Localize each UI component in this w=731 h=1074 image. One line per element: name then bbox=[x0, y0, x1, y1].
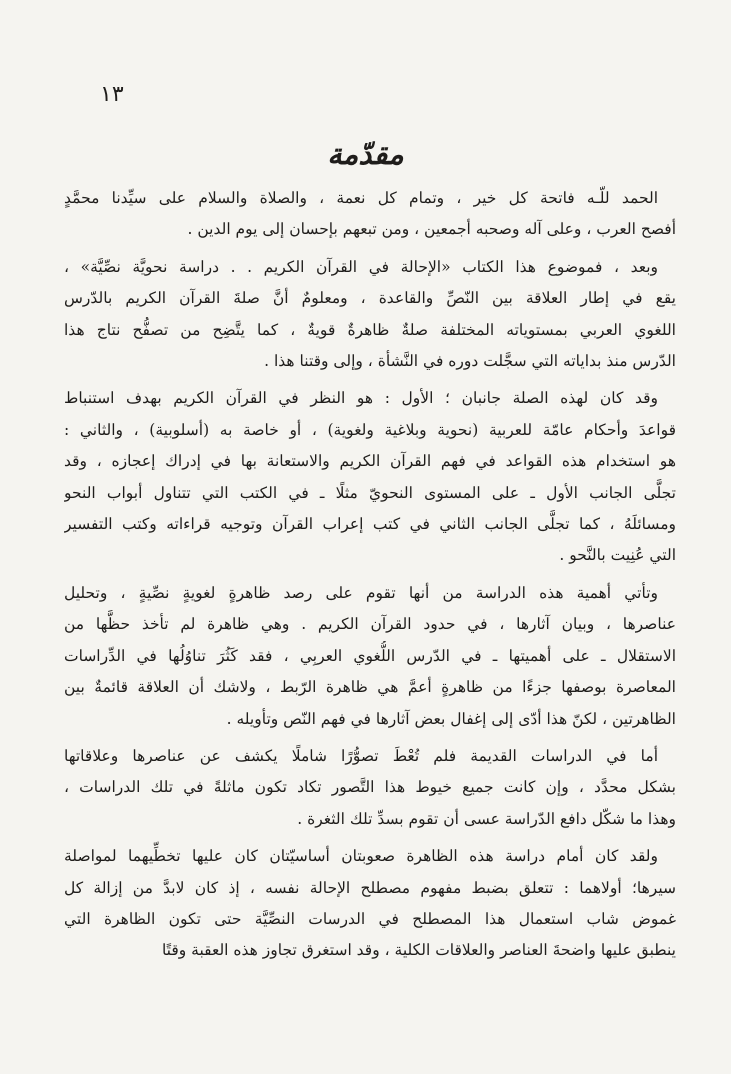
text-line: أما في الدراسات القديمة فلم تُعْطَ تصوُّرًا شاملًا يكشف عن عناصرها وعلاقاتها bbox=[64, 746, 658, 765]
text-line: الاستقلال ـ على أهميتها ـ في الدّرس اللُّغوي العربِي ، فقد كَثُرَ تناوُلُها في الدِّراسات bbox=[64, 646, 676, 665]
paragraph bbox=[64, 183, 676, 246]
text-line: وبعد ، فموضوع هذا الكتاب «الإحالة في القرآن الكريم . . دراسة نحويَّة نصِّيَّة» ، bbox=[64, 257, 658, 276]
text-line: عناصرها ، وبيان آثارها ، في حدود القرآن الكريم . وهي ظاهرة لم تأخذ حظَّها من bbox=[64, 615, 676, 634]
paragraph bbox=[64, 578, 676, 735]
text-line: يقع في إطار العلاقة بين النّصِّ والقاعدة ، ومعلومٌ أنَّ صلةَ القرآن الكريم بالدّرس bbox=[64, 289, 676, 308]
text-line: ولقد كان أمام دراسة هذه الظاهرة صعوبتان أساسيّتان كان عليها تخطِّيهما لمواصلة bbox=[64, 847, 658, 866]
text-line: ومسائلَهُ ، كما تجلَّى الجانب الثاني في كتب إعراب القرآن وتوجيه قراءاته وكتب التفسير bbox=[64, 515, 676, 534]
body-text bbox=[64, 183, 676, 973]
page-number: ١٣ bbox=[100, 82, 124, 107]
text-line: المعاصرة بوصفها جزءًا من ظاهرةٍ أعمَّ هي ظاهرة الرّبط ، ولاشك أن العلاقة قائمةٌ بين bbox=[64, 678, 676, 697]
text-line: وتأتي أهمية هذه الدراسة من أنها تقوم على رصد ظاهرةٍ لغويةٍ نصِّيةٍ ، وتحليل bbox=[64, 583, 658, 602]
text-line: الظاهرتين ، لكنّ هذا أدّى إلى إغفال بعض آثارها في فهم النّص وتأويله . bbox=[226, 709, 676, 728]
text-line: غموض شاب استعمال هذا المصطلح في الدرسات النصِّيَّة حتى تكون الظاهرة التي bbox=[64, 909, 676, 928]
paragraph bbox=[64, 252, 676, 378]
text-line: وقد كان لهذه الصلة جانبان ؛ الأول : هو النظر في القرآن الكريم بهدف استنباط bbox=[64, 389, 658, 408]
text-line: اللغوي العربي بمستوياته المختلفة صلةٌ ظاهرةٌ قويةٌ ، كما يتَّضِح من تصفُّح نتاج هذا bbox=[64, 320, 676, 339]
text-line: قواعدَ وأحكام عامّة للعربية (نحوية وبلاغية ولغوية) ، أو خاصة به (أسلوبية) ، والثاني : bbox=[64, 420, 676, 439]
text-line: وهذا ما شكّل دافع الدّراسة عسى أن تقوم بسدِّ تلك الثغرة . bbox=[297, 809, 676, 828]
text-line: هو استخدام هذه القواعد في فهم القرآن الكريم والاستعانة بها في إدراك إعجازه ، وقد bbox=[64, 452, 676, 471]
text-line: التي عُنِيت بالنَّحو . bbox=[559, 546, 676, 565]
text-line: سيرها؛ أولاهما : تتعلق بضبط مفهوم مصطلح الإحالة نفسه ، إذ كان لابدَّ من إزالة كل bbox=[64, 878, 676, 897]
text-line: تجلَّى الجانب الأول ـ على المستوى النحويّ مثلًا ـ في الكتب التي تتناول أبواب النحو bbox=[64, 483, 676, 502]
text-line: ينطبق عليها واضحةَ العناصر والعلاقات الكلية ، وقد استغرق تجاوز هذه العقبة وقتًا bbox=[161, 941, 676, 960]
text-line: الحمد للّـه فاتحة كل خير ، وتمام كل نعمة ، والصلاة والسلام على سيِّدنا محمَّدٍ bbox=[64, 189, 658, 207]
text-line: بشكل محدَّد ، وإن كانت جميع خيوط هذا التَّصور تكاد تكون ماثلةً في تلك الدراسات ، bbox=[64, 778, 676, 797]
paragraph bbox=[64, 841, 676, 967]
page-title: مقدّمة bbox=[327, 137, 404, 171]
text-line: الدّرس منذ بداياته التي سجَّلت دوره في النَّشأة ، وإلى وقتنا هذا . bbox=[264, 352, 676, 371]
paragraph bbox=[64, 383, 676, 571]
paragraph bbox=[64, 741, 676, 835]
text-line: أفصح العرب ، وعلى آله وصحبه أجمعين ، ومن تبعهم بإحسان إلى يوم الدين . bbox=[187, 220, 676, 239]
